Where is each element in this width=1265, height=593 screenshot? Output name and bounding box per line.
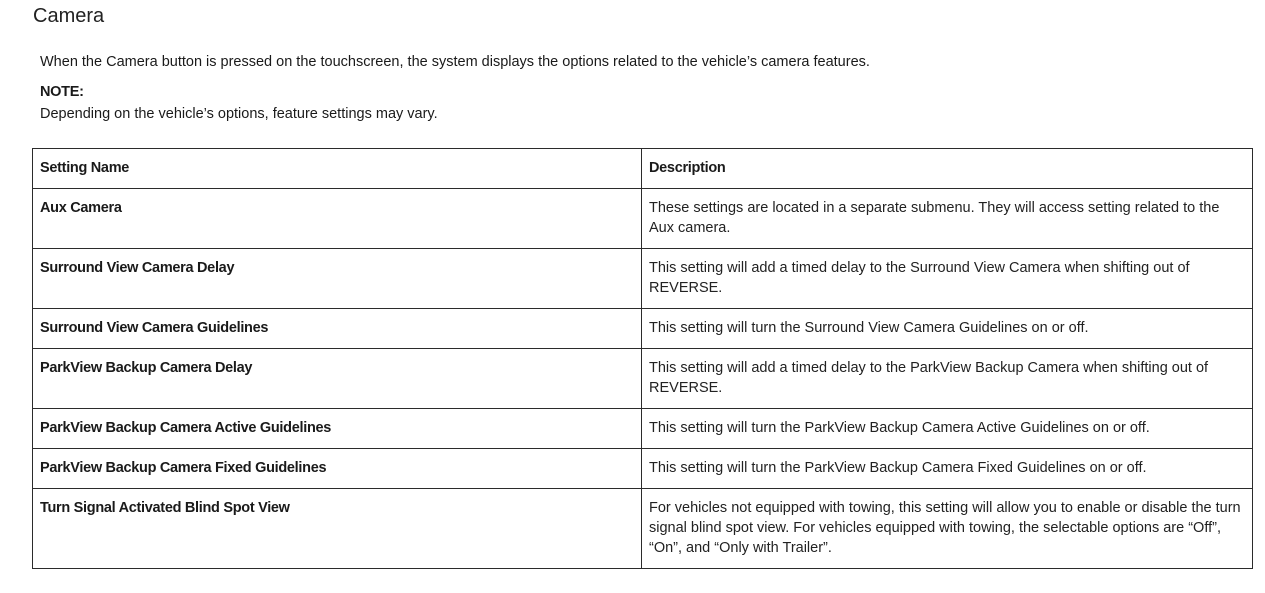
table-row (33, 189, 1253, 249)
header-description: Description (642, 149, 1253, 189)
setting-description-cell: This setting will turn the Surround View Camera Guidelines on or off. (642, 309, 1253, 349)
note-text: Depending on the vehicle’s options, feature settings may vary. (40, 106, 438, 122)
setting-description-cell: This setting will turn the ParkView Backup Camera Fixed Guidelines on or off. (642, 449, 1253, 489)
table-row (33, 449, 1253, 489)
setting-description-cell: This setting will add a timed delay to the Surround View Camera when shifting out of REVERSE. (642, 249, 1253, 309)
setting-description-cell: These settings are located in a separate submenu. They will access setting related to the Aux camera. (642, 189, 1253, 249)
setting-name-cell: Turn Signal Activated Blind Spot View (33, 489, 642, 569)
setting-name-cell: ParkView Backup Camera Fixed Guidelines (33, 449, 642, 489)
table-row (33, 489, 1253, 569)
header-setting-name: Setting Name (33, 149, 642, 189)
table-row (33, 409, 1253, 449)
table-row (33, 249, 1253, 309)
settings-table (32, 148, 1253, 569)
note-label: NOTE: (40, 84, 84, 100)
setting-name-cell: Surround View Camera Delay (33, 249, 642, 309)
setting-description-cell: This setting will turn the ParkView Backup Camera Active Guidelines on or off. (642, 409, 1253, 449)
page-title: Camera (33, 5, 105, 27)
setting-name-cell: ParkView Backup Camera Active Guidelines (33, 409, 642, 449)
table-header-row (33, 149, 1253, 189)
intro-paragraph: When the Camera button is pressed on the touchscreen, the system displays the options related to the vehicle’s camera features. (40, 54, 870, 70)
table-row (33, 309, 1253, 349)
setting-name-cell: ParkView Backup Camera Delay (33, 349, 642, 409)
setting-description-cell: For vehicles not equipped with towing, this setting will allow you to enable or disable the turn signal blind spot view. For vehicles equipped with towing, the selectable options are “Off”, “On”, and “Only with Trailer”. (642, 489, 1253, 569)
setting-name-cell: Surround View Camera Guidelines (33, 309, 642, 349)
table-row (33, 349, 1253, 409)
setting-name-cell: Aux Camera (33, 189, 642, 249)
setting-description-cell: This setting will add a timed delay to the ParkView Backup Camera when shifting out of REVERSE. (642, 349, 1253, 409)
